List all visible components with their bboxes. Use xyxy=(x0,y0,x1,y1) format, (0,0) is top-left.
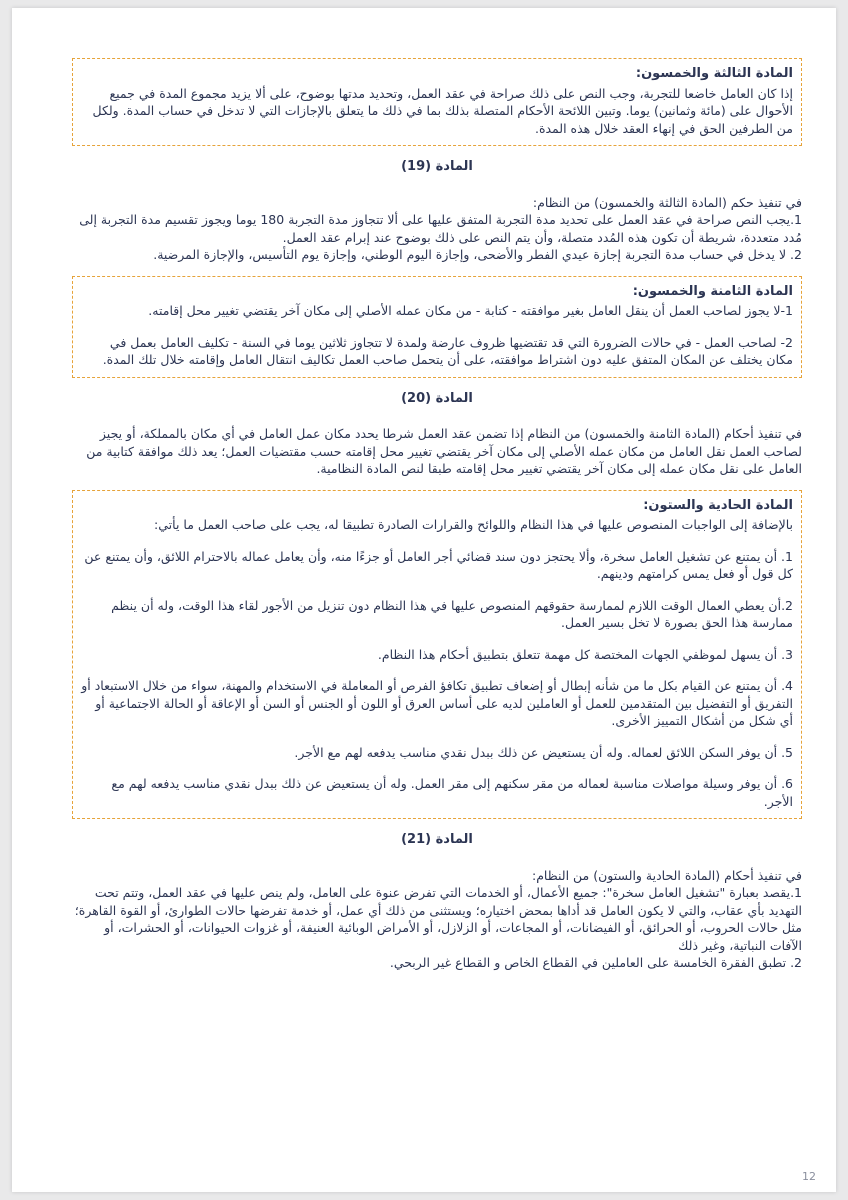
article-19-heading: المادة (19) xyxy=(401,159,473,174)
article-61-item-6: 6. أن يوفر وسيلة مواصلات مناسبة لعماله من مقر سكنهم إلى مقر العمل. وله أن يستعيض عن ذلك ببدل نقدي مناسب يدفعه لهم مع الأجر. xyxy=(111,776,793,809)
article-19-item-1: 1.يجب النص صراحة في عقد العمل على تحديد مدة التجربة المتفق عليها على ألا تتجاوز مدة التجربة 180 يوما ويجوز تقسيم مدة التجربة إلى مُدد متعددة، شريطة أن تكون هذه المُدد متصلة، وأن يتم النص على ذلك بوضوح عند إبرام عقد العمل. xyxy=(79,212,802,245)
page-number: 12 xyxy=(802,1170,816,1183)
article-61-item-5: 5. أن يوفر السكن اللائق لعماله. وله أن يستعيض عن ذلك ببدل نقدي مناسب يدفعه لهم مع الأجر. xyxy=(294,744,793,760)
article-20-text: في تنفيذ أحكام (المادة الثامنة والخمسون) من النظام إذا تضمن عقد العمل شرطا يحدد مكان عمل العامل في أي مكان بالمملكة، أو يجيز لصاحب العمل نقل العامل من مكان عمله الأصلي إلى مكان آخر يقتضي تغيير محل إقامته حسب مقتضيات العمل؛ يعد ذلك موافقة كتابية من العامل على نقل مكان عمله إلى مكان آخر يقتضي تغيير محل إقامته طبقا لنص المادة النظامية. xyxy=(86,426,802,476)
article-53-box xyxy=(72,58,802,146)
article-53-title: المادة الثالثة والخمسون: xyxy=(635,66,793,81)
article-61-item-3: 3. أن يسهل لموظفي الجهات المختصة كل مهمة تتعلق بتطبيق أحكام هذا النظام. xyxy=(377,646,793,662)
article-21-item-2: 2. تطبق الفقرة الخامسة على العاملين في القطاع الخاص و القطاع غير الربحي. xyxy=(389,955,802,970)
article-58-item-1: 1-لا يجوز لصاحب العمل أن ينقل العامل بغير موافقته - كتابة - من مكان عمله الأصلي إلى مكان آخر يقتضي تغيير محل إقامته. xyxy=(148,303,793,318)
article-58-box xyxy=(72,276,802,378)
article-19-item-2: 2. لا يدخل في حساب مدة التجربة إجازة عيدي الفطر والأضحى، وإجازة اليوم الوطني، وإجازة يوم التأسيس، والإجازة المرضية. xyxy=(153,247,802,262)
article-61-box xyxy=(72,490,802,820)
article-61-item-1: 1. أن يمتنع عن تشغيل العامل سخرة، وألا يحتجز دون سند قضائي أجر العامل أو جزءًا منه، وأن يعامل عماله بالاحترام اللائق، وأن يمتنع عن كل قول أو فعل يمس كرامتهم ودينهم. xyxy=(84,548,793,581)
article-19-body xyxy=(72,194,802,264)
article-61-intro: بالإضافة إلى الواجبات المنصوص عليها في هذا النظام واللوائح والقرارات الصادرة تطبيقا له، يجب على صاحب العمل ما يأتي: xyxy=(154,517,793,532)
article-20-heading: المادة (20) xyxy=(401,390,473,406)
article-61-item-2: 2.أن يعطي العمال الوقت اللازم لممارسة حقوقهم المنصوص عليها في هذا النظام دون تنزيل من الأجور لقاء هذا الوقت، وله أن ينظم ممارسة هذا الحق بصورة لا تخل بسير العمل. xyxy=(111,597,793,630)
article-21-intro: في تنفيذ أحكام (المادة الحادية والستون) من النظام: xyxy=(531,867,802,883)
article-21-item-1: 1.يقصد بعبارة "تشغيل العامل سخرة": جميع الأعمال، أو الخدمات التي تفرض عنوة على العامل، ولم ينص عليها في عقد العمل، وتتم تحت التهديد بأي عقاب، والتي لا يكون العامل قد أداها بمحض اختياره؛ ويستثنى من ذلك أي عمل، أو خدمة تفرضها حالات الطوارئ، أو القوة القاهرة؛ مثل حالات الحروب، أو الحرائق، أو الفيضانات، أو المجاعات، أو الزلازل، أو الأمراض الوبائية العنيفة، أو غزوات الحيوانات، أو الحشرات، أو الآفات النباتية، وغير ذلك xyxy=(74,885,802,953)
article-53-text: إذا كان العامل خاضعا للتجربة، وجب النص على ذلك صراحة في عقد العمل، وتحديد مدتها بوضوح، على ألا يزيد مجموع المدة في جميع الأحوال على (مائة وثمانين) يوما. وتبين اللائحة الأحكام المتصلة بذلك بما في ذلك ما يتعلق بالإجازات التي لا تدخل في حساب المدة. ولكل من الطرفين الحق في إنهاء العقد خلال هذه المدة. xyxy=(92,85,793,136)
article-61-item-4: 4. أن يمتنع عن القيام بكل ما من شأنه إبطال أو إضعاف تطبيق تكافؤ الفرص أو المعاملة في الاستخدام والمهنة، سواء من خلال الاستبعاد أو التفريق أو التفضيل بين المتقدمين للعمل أو العاملين لديه على أساس العرق أو اللون أو الجنس أو السن أو الإعاقة أو الحالة الاجتماعية أو أي شكل من أشكال التمييز الأخرى. xyxy=(81,678,793,728)
article-21-body xyxy=(72,867,802,972)
article-19-intro: في تنفيذ حكم (المادة الثالثة والخمسون) من النظام: xyxy=(532,194,802,210)
document-page xyxy=(12,8,836,1192)
article-58-item-2: 2- لصاحب العمل - في حالات الضرورة التي قد تقتضيها ظروف عارضة ولمدة لا تتجاوز ثلاثين يوما في السنة - تكليف العامل بعمل في مكان يختلف عن المكان المتفق عليه دون اشتراط موافقته، على أن يتحمل صاحب العمل تكاليف انتقال العامل وإقامته خلال تلك المدة. xyxy=(102,334,793,367)
page-content xyxy=(72,58,802,984)
article-20-body xyxy=(72,425,802,478)
article-61-title: المادة الحادية والستون: xyxy=(643,497,793,513)
article-58-title: المادة الثامنة والخمسون: xyxy=(632,283,793,299)
article-21-heading: المادة (21) xyxy=(401,832,473,847)
